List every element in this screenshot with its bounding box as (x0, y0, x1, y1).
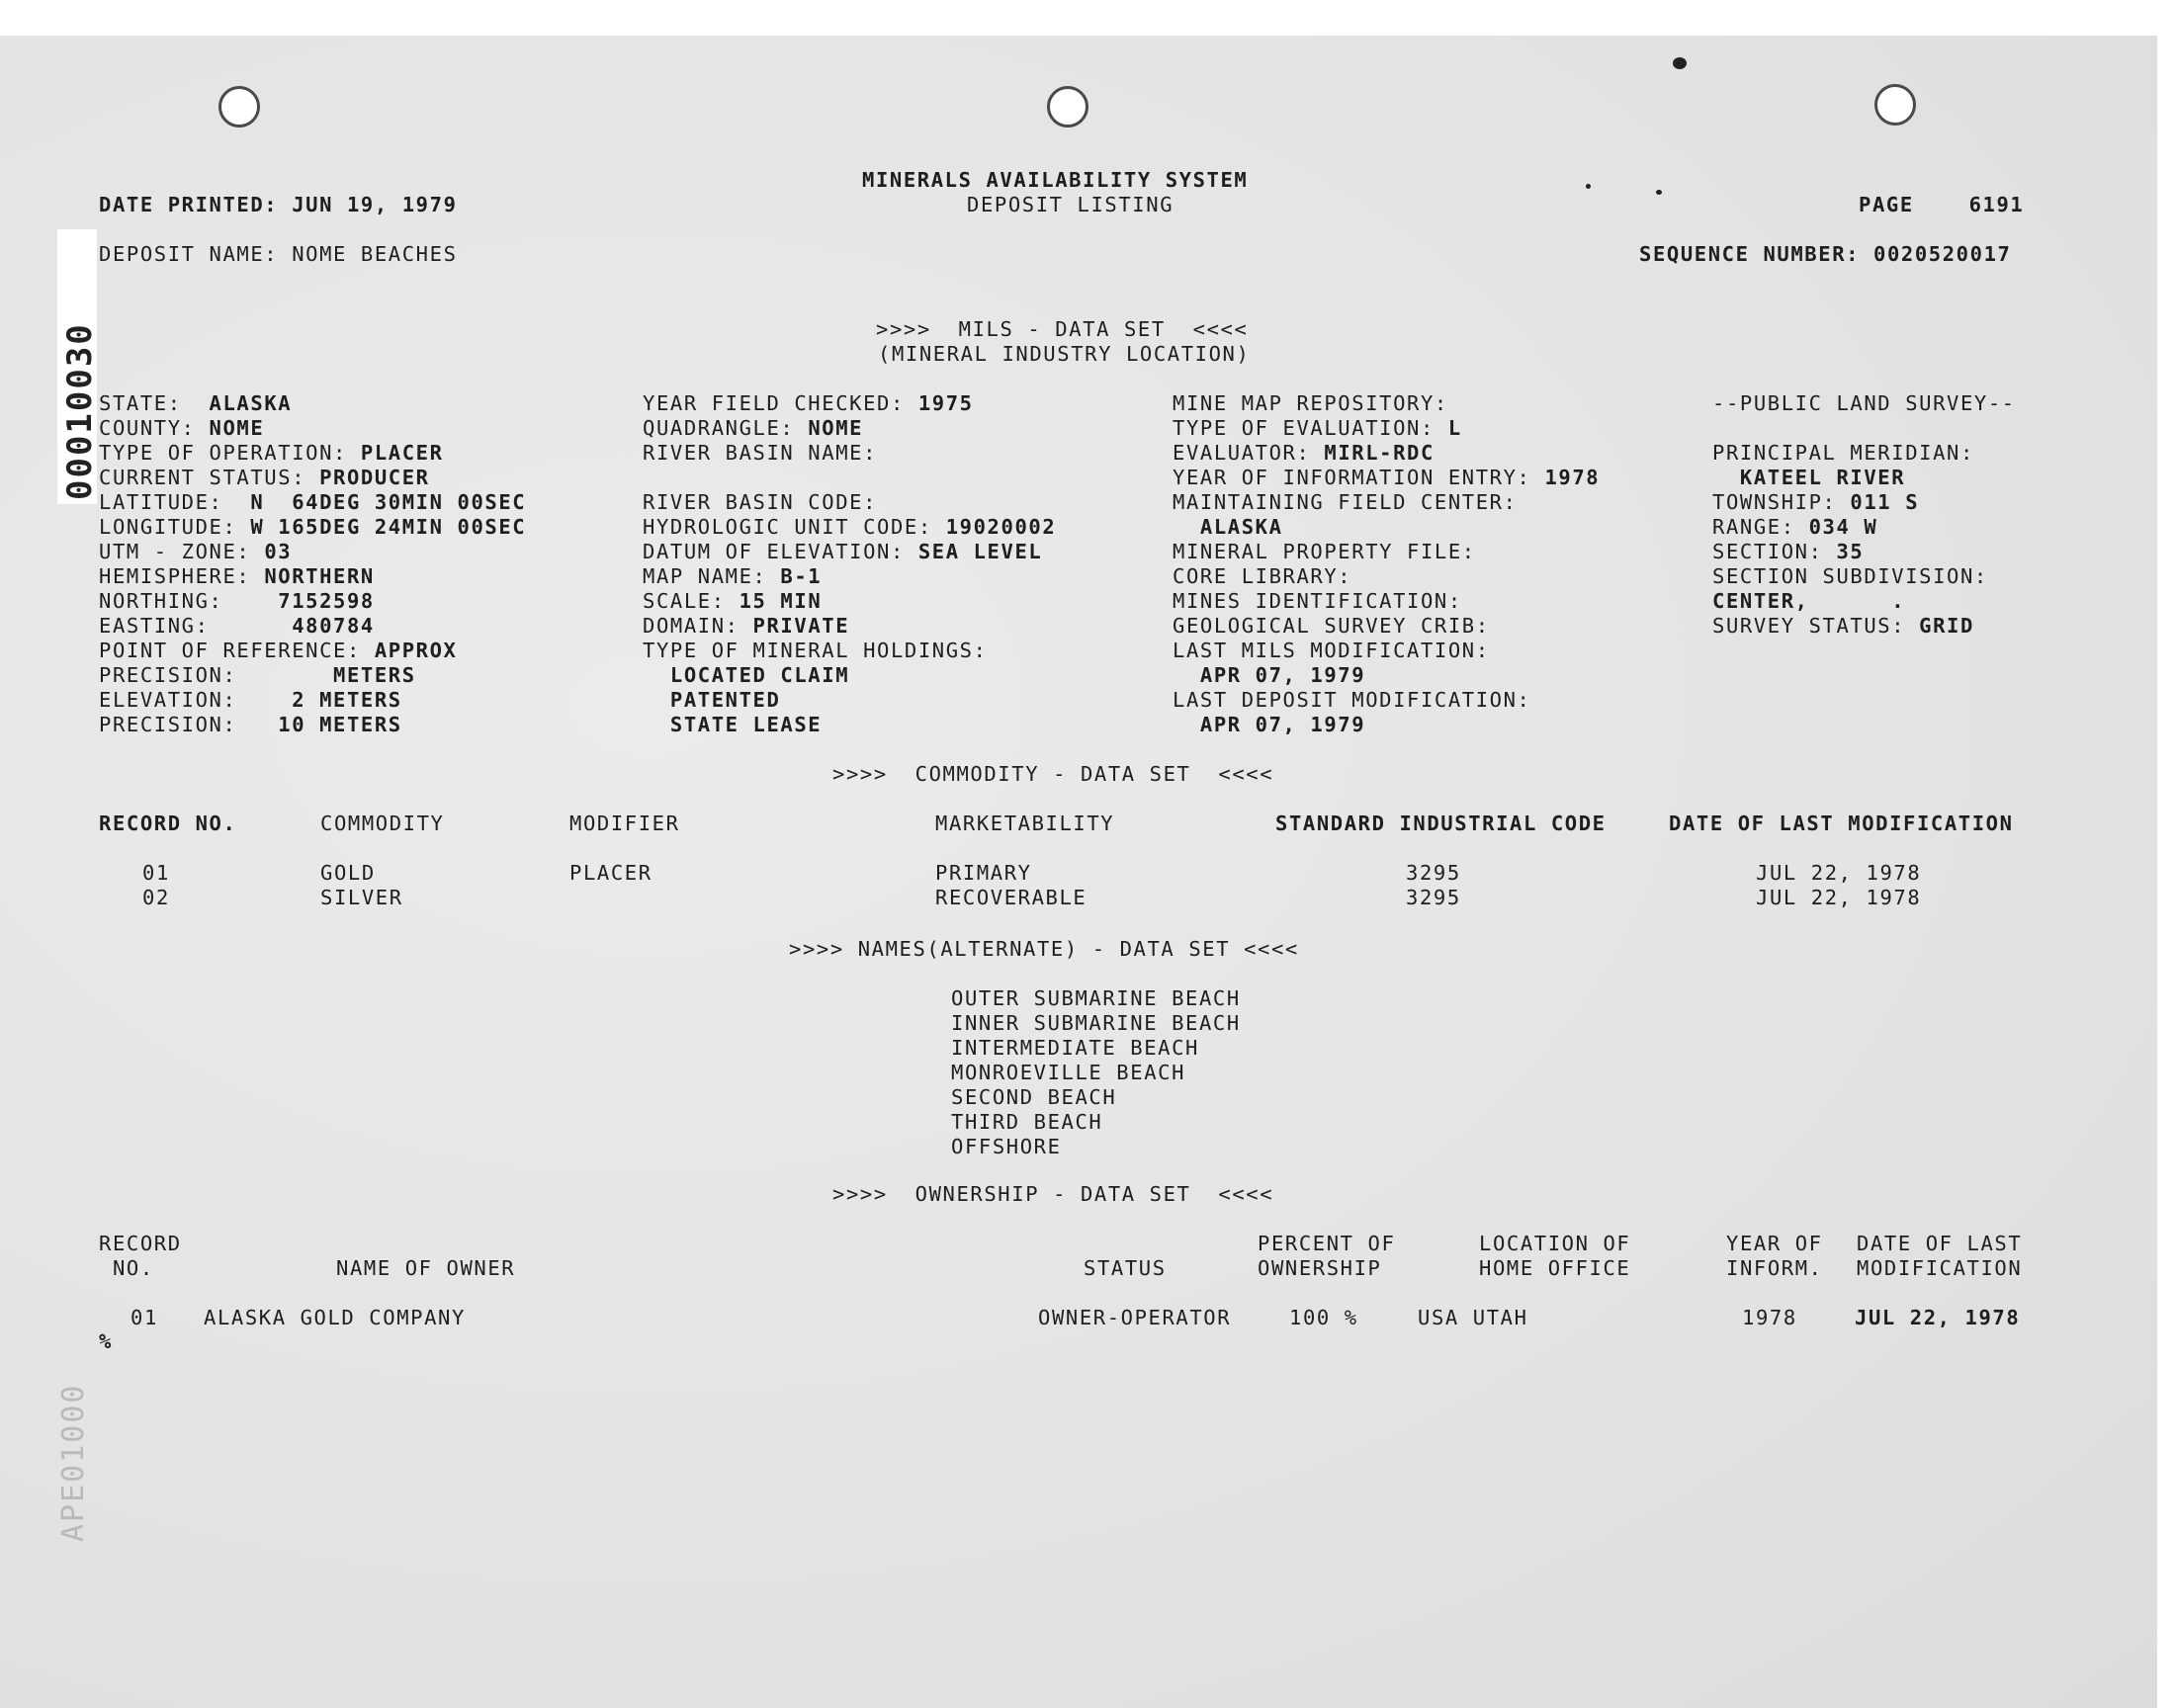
list-item: SECOND BEACH (951, 1085, 1117, 1109)
field-label: GEOLOGICAL SURVEY CRIB: (1173, 614, 1490, 638)
commodity-date: JUL 22, 1978 (1756, 861, 1922, 885)
field-line (1173, 564, 1600, 589)
field-line (643, 713, 1056, 737)
field-line (99, 441, 526, 466)
owner-location: USA UTAH (1418, 1306, 1528, 1329)
field-label: CURRENT STATUS: (99, 466, 320, 489)
commodity-modifier: PLACER (569, 861, 652, 885)
commodity-name: GOLD (320, 861, 376, 885)
field-label: TYPE OF OPERATION: (99, 441, 361, 465)
field-value: MIRL-RDC (1324, 441, 1435, 465)
field-value: NOME (209, 416, 265, 440)
ownership-header-name: NAME OF OWNER (336, 1256, 516, 1280)
field-label (1173, 713, 1200, 736)
commodity-marketability: PRIMARY (935, 861, 1032, 885)
field-line (1712, 540, 2016, 564)
field-line (1712, 441, 2016, 466)
field-value: NORTHERN (264, 564, 375, 588)
list-item: OFFSHORE (951, 1135, 1062, 1158)
field-value: 011 S (1850, 490, 1920, 514)
field-label: DATUM OF ELEVATION: (643, 540, 918, 563)
field-line (99, 663, 526, 688)
field-label: MINES IDENTIFICATION: (1173, 589, 1462, 613)
field-line (643, 639, 1056, 663)
field-line (643, 663, 1056, 688)
punch-hole-left (218, 86, 260, 128)
field-line (1173, 614, 1600, 639)
field-label: MINERAL PROPERTY FILE: (1173, 540, 1476, 563)
microfilm-stamp-top: 00010030 (60, 322, 100, 500)
field-label: COUNTY: (99, 416, 210, 440)
field-value: 03 (264, 540, 293, 563)
field-line (1173, 441, 1600, 466)
field-line (643, 589, 1056, 614)
owner-status: OWNER-OPERATOR (1038, 1306, 1232, 1329)
field-line (1173, 639, 1600, 663)
deposit-name: DEPOSIT NAME: NOME BEACHES (99, 242, 458, 266)
ownership-header-status: STATUS (1084, 1256, 1167, 1280)
field-label: TYPE OF MINERAL HOLDINGS: (643, 639, 988, 662)
field-line (99, 466, 526, 490)
field-line (1712, 416, 2016, 441)
field-label: HEMISPHERE: (99, 564, 265, 588)
field-label: LONGITUDE: (99, 515, 251, 539)
field-line (643, 490, 1056, 515)
commodity-header-modifier: MODIFIER (569, 811, 680, 835)
field-line (99, 713, 526, 737)
field-label: ELEVATION: (99, 688, 293, 712)
commodity-header-record: RECORD NO. (99, 811, 237, 835)
field-label: CORE LIBRARY: (1173, 564, 1352, 588)
ink-speck (1673, 57, 1687, 69)
field-label: MAINTAINING FIELD CENTER: (1173, 490, 1518, 514)
field-value: KATEEL RIVER (1739, 466, 1906, 489)
list-item: THIRD BEACH (951, 1110, 1103, 1134)
field-line (99, 515, 526, 540)
field-label: RIVER BASIN NAME: (643, 441, 878, 465)
field-line (1173, 391, 1600, 416)
field-value: 034 W (1808, 515, 1878, 539)
field-label: TYPE OF EVALUATION: (1173, 416, 1448, 440)
field-label: PRINCIPAL MERIDIAN: (1712, 441, 1974, 465)
field-value: 2 METERS (292, 688, 402, 712)
field-label: PRECISION: (99, 663, 334, 687)
field-value: 35 (1836, 540, 1865, 563)
field-line (99, 391, 526, 416)
commodity-header-sic: STANDARD INDUSTRIAL CODE (1275, 811, 1607, 835)
field-label: --PUBLIC LAND SURVEY-- (1712, 391, 2016, 415)
owner-date: JUL 22, 1978 (1855, 1306, 2021, 1329)
field-line (1173, 713, 1600, 737)
ownership-section-title: >>>> OWNERSHIP - DATA SET <<<< (832, 1182, 1274, 1206)
field-label: LATITUDE: (99, 490, 251, 514)
field-label: SECTION SUBDIVISION: (1712, 564, 1988, 588)
field-label: YEAR OF INFORMATION ENTRY: (1173, 466, 1545, 489)
commodity-record: 01 (142, 861, 170, 885)
field-value: GRID (1919, 614, 1974, 638)
field-label: MAP NAME: (643, 564, 781, 588)
commodity-section-title: >>>> COMMODITY - DATA SET <<<< (832, 762, 1274, 786)
field-value: PATENTED (669, 688, 781, 712)
field-label: MINE MAP REPOSITORY: (1173, 391, 1448, 415)
system-title: MINERALS AVAILABILITY SYSTEM (862, 168, 1249, 192)
commodity-header-marketability: MARKETABILITY (935, 811, 1115, 835)
field-line (1173, 515, 1600, 540)
mils-column-field (643, 391, 1056, 737)
mils-column-repository (1173, 391, 1600, 737)
owner-percent: 100 % (1289, 1306, 1358, 1329)
field-line (1712, 614, 2016, 639)
list-item: INTERMEDIATE BEACH (951, 1036, 1199, 1060)
commodity-date: JUL 22, 1978 (1756, 886, 1922, 909)
mils-section-title: >>>> MILS - DATA SET <<<< (876, 317, 1249, 341)
field-value: B-1 (780, 564, 823, 588)
ownership-header-percent: PERCENT OF OWNERSHIP (1258, 1232, 1396, 1280)
list-item: OUTER SUBMARINE BEACH (951, 986, 1241, 1010)
field-line (1173, 466, 1600, 490)
field-line (1712, 466, 2016, 490)
field-label: NORTHING: (99, 589, 279, 613)
page-number: PAGE 6191 (1859, 193, 2025, 216)
punch-hole-center (1047, 86, 1088, 128)
field-label: RIVER BASIN CODE: (643, 490, 878, 514)
mils-column-location (99, 391, 526, 737)
field-label: SECTION: (1712, 540, 1837, 563)
field-value: ALASKA (1199, 515, 1283, 539)
commodity-sic: 3295 (1406, 861, 1461, 885)
field-label (1173, 663, 1200, 687)
page-edge (2157, 0, 2175, 1708)
field-label: PRECISION: (99, 713, 279, 736)
commodity-name: SILVER (320, 886, 403, 909)
field-line (99, 540, 526, 564)
field-label: STATE: (99, 391, 210, 415)
field-line (643, 515, 1056, 540)
field-value: 480784 (292, 614, 375, 638)
alternate-names-list (951, 986, 1241, 1159)
field-value: SEA LEVEL (917, 540, 1043, 563)
field-line (643, 441, 1056, 466)
field-value: LOCATED CLAIM (669, 663, 850, 687)
field-line (99, 614, 526, 639)
sequence-number: SEQUENCE NUMBER: 0020520017 (1639, 242, 2012, 266)
list-item: MONROEVILLE BEACH (951, 1061, 1186, 1084)
commodity-record: 02 (142, 886, 170, 909)
footer-mark: % (99, 1329, 113, 1353)
field-value: APR 07, 1979 (1199, 713, 1366, 736)
owner-record: 01 (130, 1306, 158, 1329)
field-value: PRODUCER (319, 466, 430, 489)
field-line (1712, 564, 2016, 589)
field-line (1173, 589, 1600, 614)
field-label (643, 663, 670, 687)
field-line (1173, 540, 1600, 564)
ink-speck (1586, 184, 1591, 189)
field-value: STATE LEASE (669, 713, 823, 736)
field-value: APPROX (374, 639, 458, 662)
field-label (1712, 466, 1740, 489)
field-line (643, 688, 1056, 713)
field-line (99, 639, 526, 663)
field-value: PRIVATE (752, 614, 850, 638)
field-value: 1978 (1544, 466, 1601, 489)
field-value: 19020002 (945, 515, 1057, 539)
owner-year: 1978 (1742, 1306, 1797, 1329)
field-line (643, 391, 1056, 416)
field-line (99, 416, 526, 441)
field-line (1173, 490, 1600, 515)
field-label: UTM - ZONE: (99, 540, 265, 563)
commodity-sic: 3295 (1406, 886, 1461, 909)
ownership-header-year: YEAR OF INFORM. (1726, 1232, 1823, 1280)
field-value: METERS (333, 663, 416, 687)
field-value: 1975 (917, 391, 974, 415)
field-value: CENTER, . (1712, 589, 1906, 613)
date-printed: DATE PRINTED: JUN 19, 1979 (99, 193, 458, 216)
field-label: EVALUATOR: (1173, 441, 1325, 465)
field-value: 7152598 (278, 589, 375, 613)
field-line (643, 416, 1056, 441)
punch-hole-right (1874, 84, 1916, 126)
names-section-title: >>>> NAMES(ALTERNATE) - DATA SET <<<< (789, 937, 1299, 961)
field-label: SCALE: (643, 589, 740, 613)
list-item: INNER SUBMARINE BEACH (951, 1011, 1241, 1035)
field-label: POINT OF REFERENCE: (99, 639, 375, 662)
field-line (643, 614, 1056, 639)
ownership-header-location: LOCATION OF HOME OFFICE (1479, 1232, 1631, 1280)
field-label: DOMAIN: (643, 614, 753, 638)
microfilm-stamp-bottom: APE01000 (56, 1383, 91, 1542)
mils-section-subtitle: (MINERAL INDUSTRY LOCATION) (878, 342, 1251, 366)
ownership-header-record: RECORD NO. (99, 1232, 182, 1280)
field-line (1173, 416, 1600, 441)
field-value: W 165DEG 24MIN 00SEC (250, 515, 527, 539)
field-label (643, 713, 670, 736)
listing-title: DEPOSIT LISTING (967, 193, 1174, 216)
field-line (1712, 589, 2016, 614)
field-label: LAST MILS MODIFICATION: (1173, 639, 1490, 662)
field-line (1173, 688, 1600, 713)
field-value: ALASKA (209, 391, 293, 415)
field-label: HYDROLOGIC UNIT CODE: (643, 515, 946, 539)
field-value: L (1447, 416, 1462, 440)
field-label: RANGE: (1712, 515, 1809, 539)
field-label: LAST DEPOSIT MODIFICATION: (1173, 688, 1531, 712)
field-label: SURVEY STATUS: (1712, 614, 1920, 638)
commodity-header-date: DATE OF LAST MODIFICATION (1669, 811, 2014, 835)
owner-name: ALASKA GOLD COMPANY (204, 1306, 466, 1329)
field-label: TOWNSHIP: (1712, 490, 1851, 514)
ink-speck (1656, 190, 1662, 195)
field-value: 15 MIN (739, 589, 823, 613)
field-label: QUADRANGLE: (643, 416, 809, 440)
field-label (643, 688, 670, 712)
field-value: PLACER (360, 441, 444, 465)
field-line (1712, 391, 2016, 416)
field-line (99, 589, 526, 614)
field-value: APR 07, 1979 (1199, 663, 1366, 687)
field-line (643, 564, 1056, 589)
field-label (1173, 515, 1200, 539)
mils-column-land-survey (1712, 391, 2016, 639)
field-line (99, 688, 526, 713)
field-value: N 64DEG 30MIN 00SEC (250, 490, 527, 514)
ownership-header-date: DATE OF LAST MODIFICATION (1857, 1232, 2023, 1280)
field-value: NOME (808, 416, 864, 440)
commodity-marketability: RECOVERABLE (935, 886, 1088, 909)
field-label: EASTING: (99, 614, 293, 638)
field-line (1712, 490, 2016, 515)
field-line (643, 466, 1056, 490)
field-line (1173, 663, 1600, 688)
field-line (643, 540, 1056, 564)
field-value: 10 METERS (278, 713, 402, 736)
field-line (99, 564, 526, 589)
commodity-header-commodity: COMMODITY (320, 811, 445, 835)
field-line (1712, 515, 2016, 540)
field-line (99, 490, 526, 515)
field-label: YEAR FIELD CHECKED: (643, 391, 918, 415)
